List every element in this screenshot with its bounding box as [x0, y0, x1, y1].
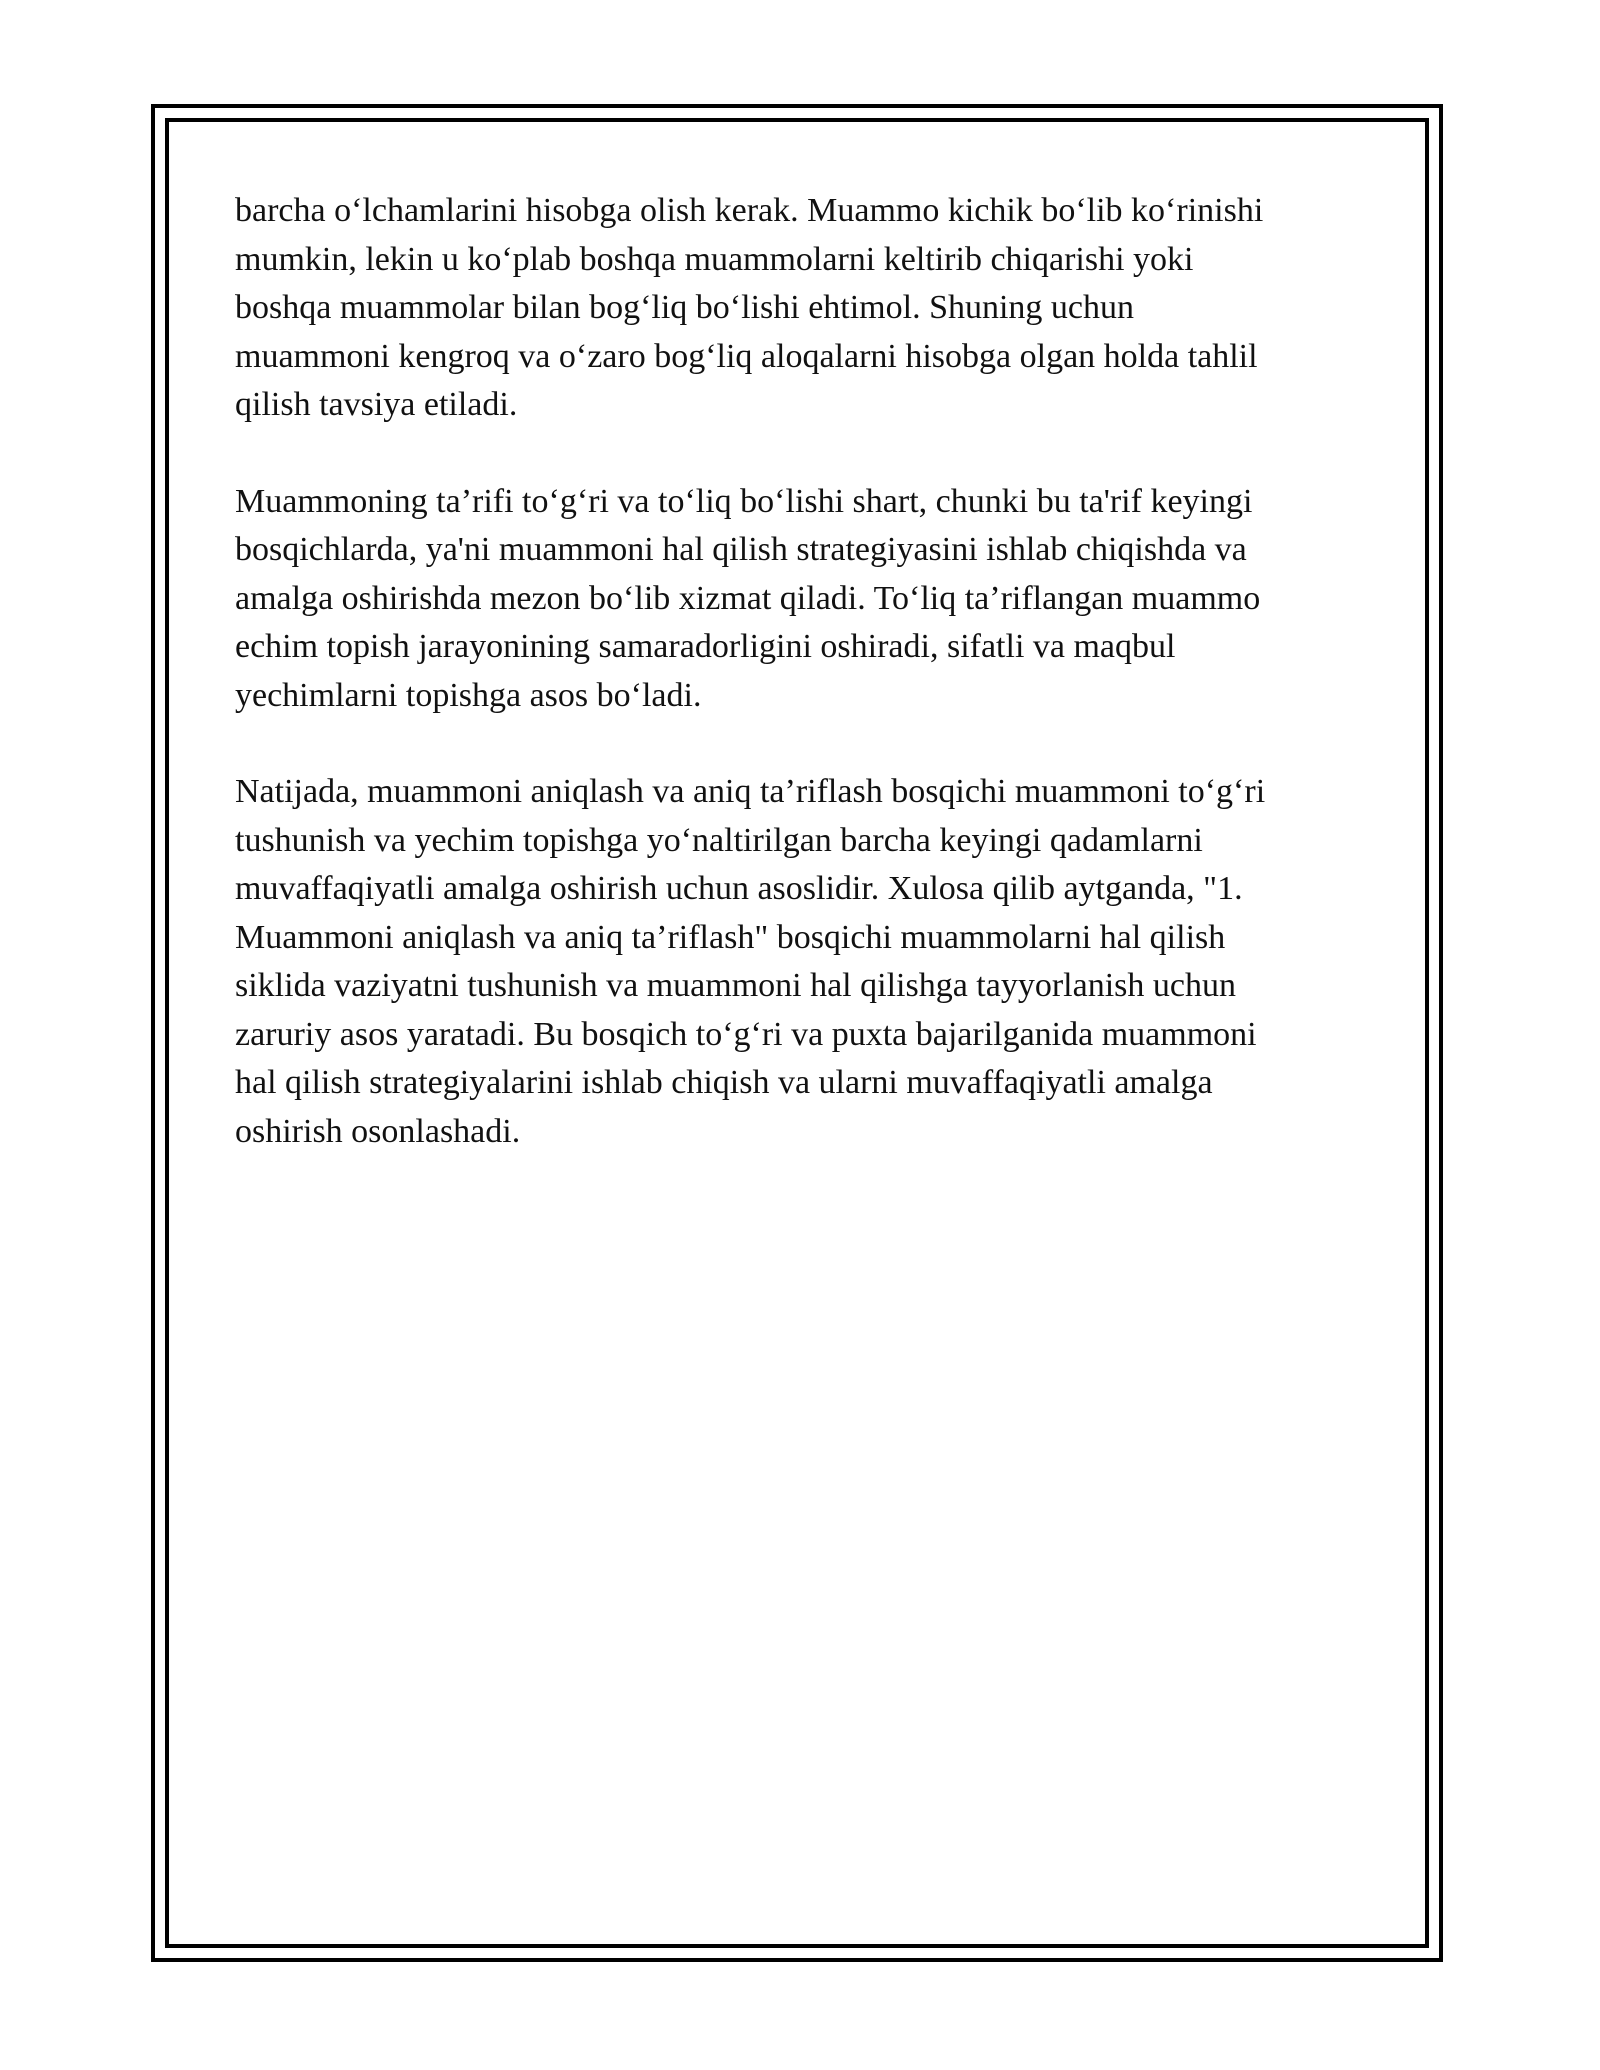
text-line: qilish tavsiya etiladi. [235, 386, 518, 423]
text-line: siklida vaziyatni tushunish va muammoni hal qilishga tayyorlanish uchun [235, 967, 1236, 1004]
text-line: muammoni kengroq va o‘zaro bog‘liq aloqalarni hisobga olgan holda tahlil [235, 337, 1258, 375]
text-line: mumkin, lekin u ko‘plab boshqa muammolarni keltirib chiqarishi yoki [235, 240, 1194, 278]
paragraph-2 [235, 478, 1365, 721]
text-line: oshirish osonlashadi. [235, 1112, 521, 1150]
text-line: boshqa muammolar bilan bog‘liq bo‘lishi ehtimol. Shuning uchun [235, 289, 1135, 326]
text-line: echim topish jarayonining samaradorligini oshiradi, sifatli va maqbul [235, 628, 1176, 665]
text-line: barcha o‘lchamlarini hisobga olish kerak. Muammo kichik bo‘lib ko‘rinishi [235, 192, 1264, 229]
text-line: bosqichlarda, ya'ni muammoni hal qilish strategiyasini ishlab chiqishda va [235, 531, 1247, 568]
text-line: yechimlarni topishga asos bo‘ladi. [235, 676, 702, 714]
text-line: zaruriy asos yaratadi. Bu bosqich to‘g‘ri va puxta bajarilganida muammoni [235, 1015, 1257, 1053]
text-line: hal qilish strategiyalarini ishlab chiqish va ularni muvaffaqiyatli amalga [235, 1064, 1213, 1101]
text-line: muvaffaqiyatli amalga oshirish uchun asoslidir. Xulosa qilib aytganda, "1. [235, 870, 1243, 907]
paragraph-3 [235, 768, 1365, 1156]
text-line: Natijada, muammoni aniqlash va aniq ta’riflash bosqichi muammoni to‘g‘ri [235, 773, 1266, 810]
text-line: Muammoning ta’rifi to‘g‘ri va to‘liq bo‘lishi shart, chunki bu ta'rif keyingi [235, 482, 1253, 520]
text-line: tushunish va yechim topishga yo‘naltirilgan barcha keyingi qadamlarni [235, 821, 1203, 859]
text-line: amalga oshirishda mezon bo‘lib xizmat qiladi. To‘liq ta’riflangan muammo [235, 579, 1261, 617]
paragraph-1 [235, 187, 1365, 430]
text-line: Muammoni aniqlash va aniq ta’riflash" bosqichi muammolarni hal qilish [235, 918, 1226, 956]
document-body [235, 187, 1365, 1204]
